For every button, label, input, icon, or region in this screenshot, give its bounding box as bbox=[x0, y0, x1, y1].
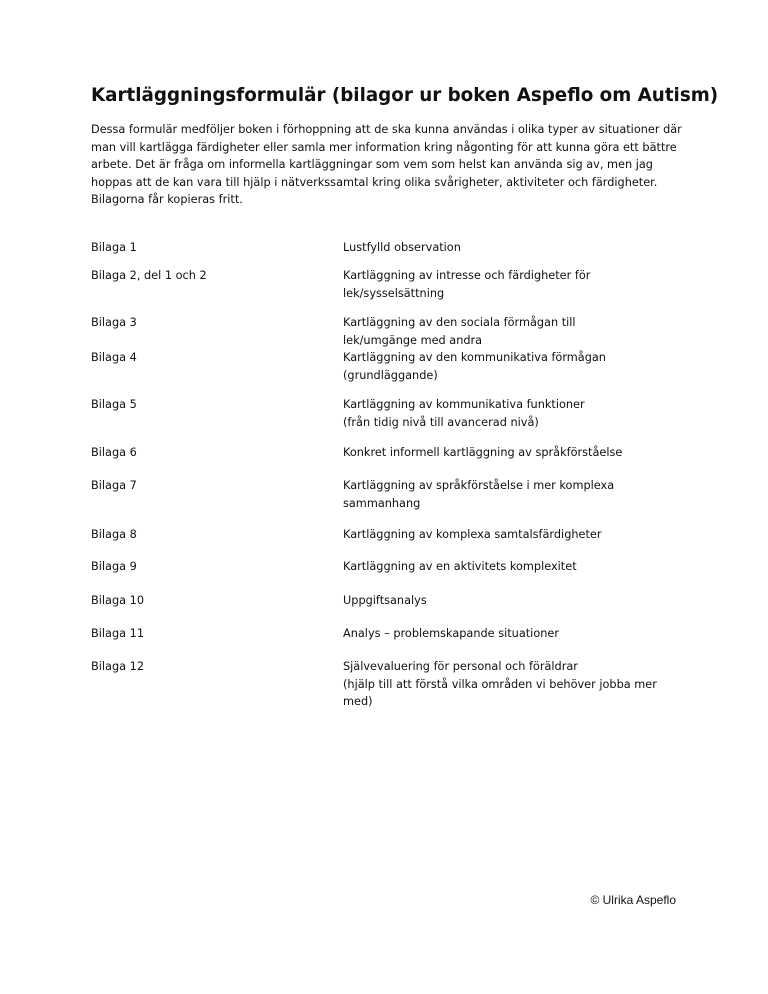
appendix-label: Bilaga 8 bbox=[91, 528, 137, 541]
appendix-description: Konkret informell kartläggning av språkförståelse bbox=[343, 446, 623, 459]
appendix-description: Analys – problemskapande situationer bbox=[343, 627, 559, 640]
appendix-description: Kartläggning av komplexa samtalsfärdigheter bbox=[343, 528, 602, 541]
appendix-description: Kartläggning av kommunikativa funktioner (från tidig nivå till avancerad nivå) bbox=[343, 398, 585, 429]
appendix-label: Bilaga 7 bbox=[91, 479, 137, 492]
intro-paragraph: Dessa formulär medföljer boken i förhoppning att de ska kunna användas i olika typer av situationer där man vill kartlägga färdigheter eller samla mer information kring någonting för att kunna göra ett bättre arbete. Det är fråga om informella kartläggningar som vem som helst kan använda sig av, men jag hoppas att de kan vara till hjälp i nätverkssamtal kring olika svårigheter, aktiviteter och färdigheter. Bilagorna får kopieras fritt. bbox=[91, 123, 682, 207]
appendix-label: Bilaga 3 bbox=[91, 316, 137, 329]
appendix-label: Bilaga 5 bbox=[91, 398, 137, 411]
appendix-description: Lustfylld observation bbox=[343, 241, 461, 254]
appendix-label: Bilaga 10 bbox=[91, 594, 145, 607]
appendix-label: Bilaga 1 bbox=[91, 241, 137, 254]
appendix-label: Bilaga 9 bbox=[91, 560, 137, 573]
document-title: Kartläggningsformulär (bilagor ur boken Aspeflo om Autism) bbox=[91, 85, 719, 106]
appendix-label: Bilaga 11 bbox=[91, 627, 145, 640]
copyright-notice: © Ulrika Aspeflo bbox=[590, 893, 676, 907]
appendix-description: Kartläggning av den kommunikativa förmågan (grundläggande) bbox=[343, 351, 606, 382]
appendix-description: Kartläggning av intresse och färdigheter för lek/sysselsättning bbox=[343, 269, 591, 300]
appendix-label: Bilaga 2, del 1 och 2 bbox=[91, 269, 207, 282]
appendix-label: Bilaga 4 bbox=[91, 351, 137, 364]
appendix-description: Kartläggning av den sociala förmågan till lek/umgänge med andra bbox=[343, 316, 576, 347]
appendix-label: Bilaga 6 bbox=[91, 446, 137, 459]
appendix-description: Självevaluering för personal och föräldrar (hjälp till att förstå vilka områden vi behöver jobba mer med) bbox=[343, 660, 657, 709]
appendix-label: Bilaga 12 bbox=[91, 660, 145, 673]
appendix-description: Kartläggning av språkförståelse i mer komplexa sammanhang bbox=[343, 479, 615, 510]
appendix-description: Uppgiftsanalys bbox=[343, 594, 427, 607]
appendix-description: Kartläggning av en aktivitets komplexitet bbox=[343, 560, 577, 573]
